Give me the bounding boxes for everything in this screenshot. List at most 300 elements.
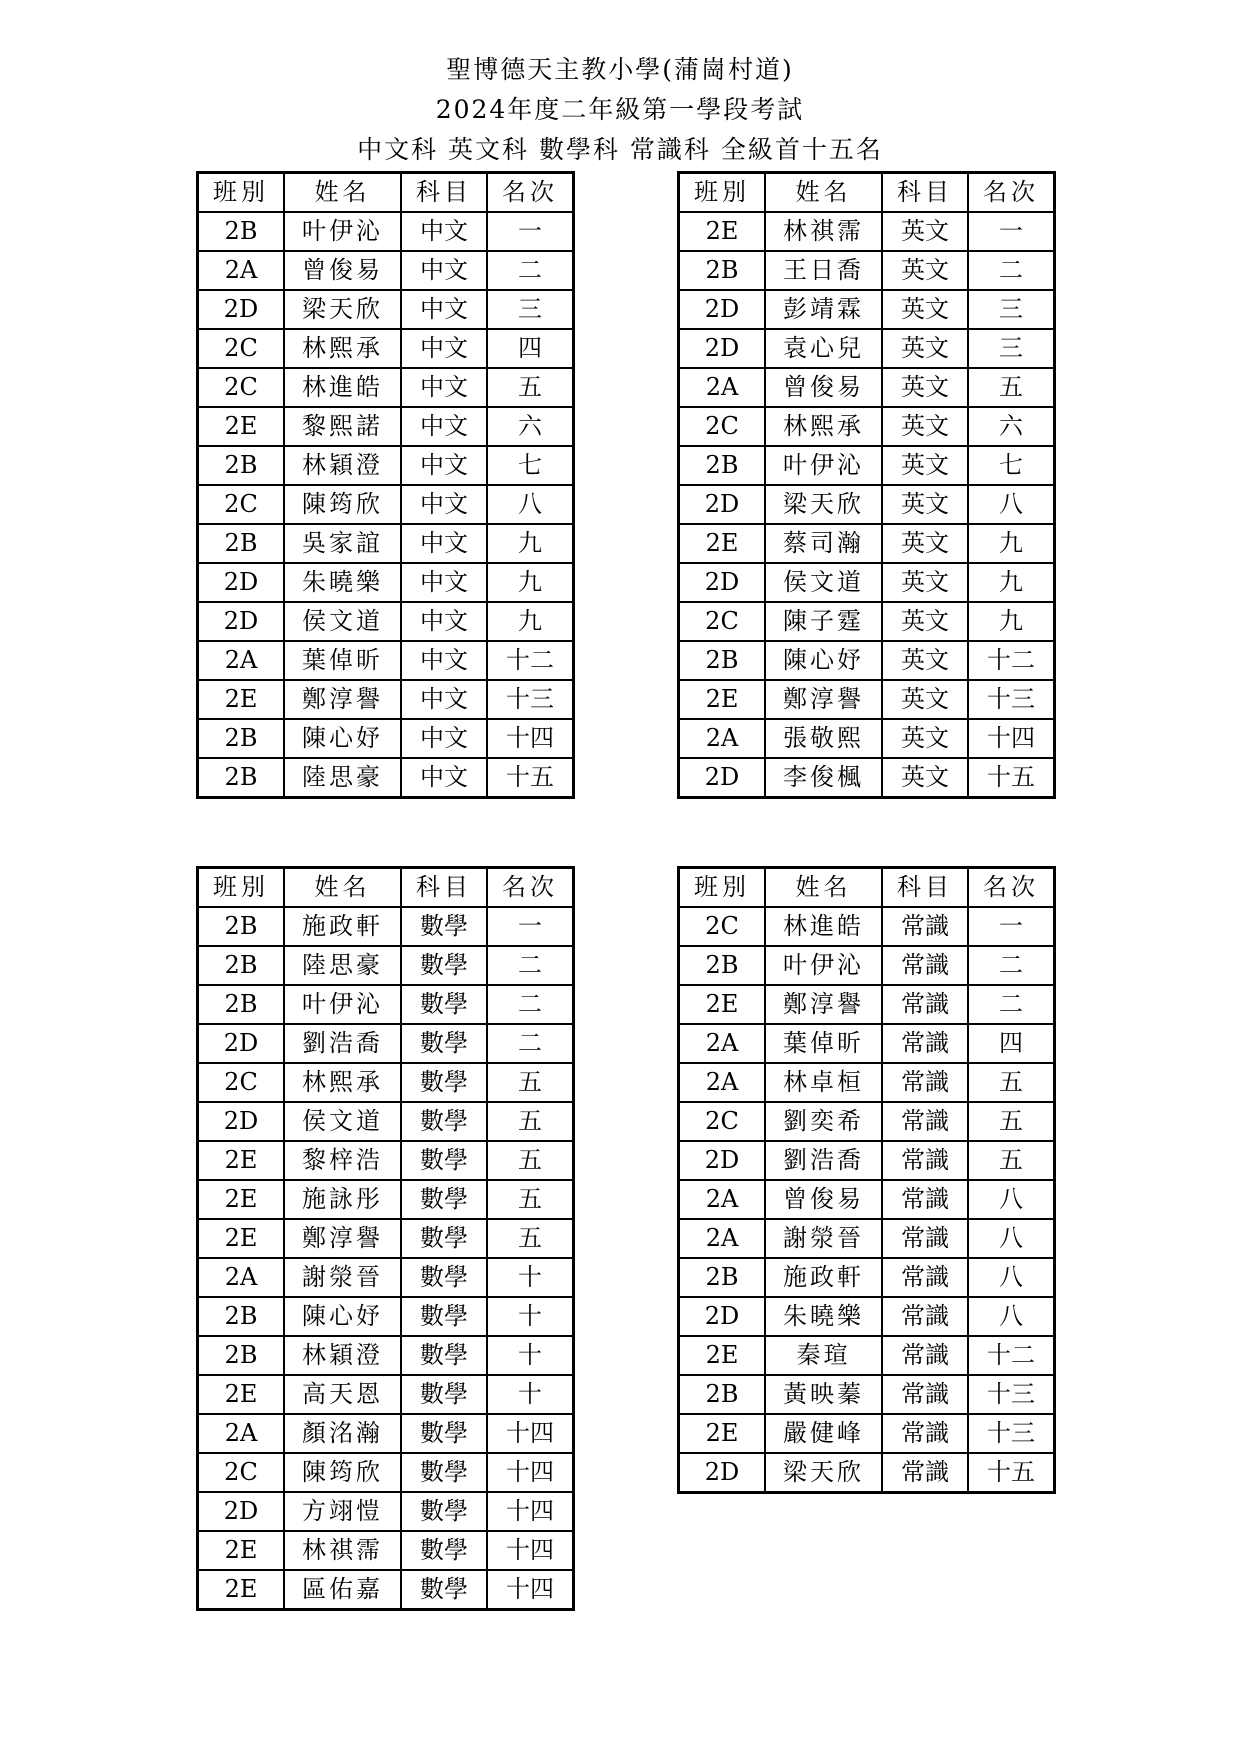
cell-class: 2B [198,719,285,758]
cell-name: 叶伊沁 [765,946,882,985]
cell-rank: 五 [968,368,1055,407]
table-row [198,1141,574,1180]
cell-subject: 中文 [401,602,487,641]
school-name: 聖博德天主教小學(蒲崗村道) [446,55,794,84]
table-row [679,1063,1055,1102]
cell-name: 曾俊易 [284,251,401,290]
cell-subject: 中文 [401,758,487,798]
math-ranking-table [196,866,575,1611]
cell-subject: 英文 [882,251,968,290]
table-row [198,212,574,251]
table-row [198,602,574,641]
cell-rank: 六 [968,407,1055,446]
cell-class: 2B [198,946,285,985]
cell-class: 2E [679,1336,766,1375]
cell-name: 葉倬昕 [284,641,401,680]
cell-name: 林祺霈 [284,1531,401,1570]
cell-name: 陳心妤 [765,641,882,680]
table-row [679,602,1055,641]
cell-class: 2B [198,212,285,251]
cell-class: 2C [198,368,285,407]
cell-subject: 常識 [882,985,968,1024]
cell-name: 叶伊沁 [284,212,401,251]
cell-class: 2B [679,641,766,680]
cell-rank: 十二 [968,641,1055,680]
cell-subject: 中文 [401,524,487,563]
cell-name: 劉奕希 [765,1102,882,1141]
column-header-subject: 科目 [401,868,487,908]
table-row [679,290,1055,329]
cell-name: 陳筠欣 [284,1453,401,1492]
table-row [198,1531,574,1570]
cell-subject: 英文 [882,407,968,446]
cell-class: 2A [198,251,285,290]
cell-class: 2B [679,1375,766,1414]
cell-class: 2B [679,446,766,485]
cell-class: 2B [198,985,285,1024]
cell-rank: 九 [968,524,1055,563]
table-row [198,946,574,985]
cell-class: 2E [198,1531,285,1570]
cell-rank: 十三 [487,680,574,719]
table-row [679,680,1055,719]
header-row [679,868,1055,908]
cell-subject: 英文 [882,290,968,329]
cell-name: 鄭淳譽 [765,985,882,1024]
cell-rank: 九 [968,563,1055,602]
cell-class: 2D [198,1102,285,1141]
table-row [679,563,1055,602]
cell-name: 林進皓 [284,368,401,407]
cell-rank: 八 [968,1219,1055,1258]
cell-subject: 常識 [882,1063,968,1102]
table-row [679,524,1055,563]
cell-name: 施詠彤 [284,1180,401,1219]
cell-rank: 九 [487,563,574,602]
table-row [679,1258,1055,1297]
cell-class: 2B [198,1336,285,1375]
cell-subject: 英文 [882,719,968,758]
cell-rank: 十三 [968,1375,1055,1414]
table-row [679,1336,1055,1375]
cell-name: 葉倬昕 [765,1024,882,1063]
cell-class: 2B [198,446,285,485]
cell-name: 謝滎晉 [284,1258,401,1297]
cell-name: 鄭淳譽 [765,680,882,719]
cell-rank: 一 [487,907,574,946]
cell-class: 2E [198,1570,285,1610]
cell-rank: 十五 [968,1453,1055,1493]
cell-name: 謝滎晉 [765,1219,882,1258]
cell-name: 朱曉樂 [765,1297,882,1336]
cell-class: 2A [198,1414,285,1453]
table-row [198,485,574,524]
cell-name: 林祺霈 [765,212,882,251]
cell-rank: 四 [968,1024,1055,1063]
cell-class: 2D [679,1141,766,1180]
table-row [198,1024,574,1063]
cell-name: 鄭淳譽 [284,680,401,719]
cell-rank: 三 [968,290,1055,329]
cell-name: 叶伊沁 [284,985,401,1024]
column-header-name: 姓名 [765,173,882,213]
cell-rank: 七 [487,446,574,485]
table-row [679,1141,1055,1180]
cell-rank: 二 [487,1024,574,1063]
table-row [198,1453,574,1492]
cell-subject: 英文 [882,563,968,602]
cell-subject: 中文 [401,407,487,446]
table-row [198,251,574,290]
cell-rank: 十四 [968,719,1055,758]
table-row [679,1102,1055,1141]
cell-name: 區佑嘉 [284,1570,401,1610]
cell-subject: 數學 [401,1102,487,1141]
cell-class: 2B [198,1297,285,1336]
table-row [679,1219,1055,1258]
cell-name: 施政軒 [284,907,401,946]
cell-name: 梁天欣 [284,290,401,329]
cell-rank: 二 [487,251,574,290]
cell-class: 2B [679,946,766,985]
cell-class: 2D [679,758,766,798]
cell-class: 2B [679,1258,766,1297]
table-row [198,758,574,798]
cell-class: 2C [198,1453,285,1492]
cell-name: 梁天欣 [765,1453,882,1493]
cell-subject: 中文 [401,680,487,719]
cell-name: 李俊楓 [765,758,882,798]
cell-rank: 六 [487,407,574,446]
cell-rank: 十二 [968,1336,1055,1375]
cell-class: 2E [198,1219,285,1258]
cell-name: 侯文道 [284,602,401,641]
cell-rank: 八 [968,1258,1055,1297]
table-row [198,907,574,946]
cell-subject: 常識 [882,1219,968,1258]
cell-class: 2D [198,602,285,641]
cell-rank: 五 [487,1102,574,1141]
cell-subject: 數學 [401,1180,487,1219]
table-row [198,1570,574,1610]
cell-name: 黎熙諾 [284,407,401,446]
cell-rank: 二 [487,946,574,985]
cell-rank: 二 [968,251,1055,290]
cell-class: 2C [198,329,285,368]
cell-rank: 四 [487,329,574,368]
table-row [679,485,1055,524]
cell-class: 2E [679,680,766,719]
table-row [679,212,1055,251]
table-row [198,1063,574,1102]
cell-class: 2E [679,524,766,563]
cell-rank: 一 [968,212,1055,251]
cell-name: 曾俊易 [765,1180,882,1219]
cell-class: 2D [679,563,766,602]
cell-rank: 九 [968,602,1055,641]
column-header-rank: 名次 [487,173,574,213]
table-row [198,1102,574,1141]
cell-rank: 八 [968,1297,1055,1336]
table-row [679,758,1055,798]
column-header-rank: 名次 [968,868,1055,908]
cell-rank: 九 [487,602,574,641]
cell-subject: 數學 [401,1063,487,1102]
cell-subject: 數學 [401,1453,487,1492]
table-row [198,446,574,485]
cell-subject: 中文 [401,563,487,602]
cell-class: 2C [679,1102,766,1141]
cell-class: 2C [198,485,285,524]
cell-subject: 常識 [882,1414,968,1453]
cell-subject: 數學 [401,907,487,946]
cell-name: 高天恩 [284,1375,401,1414]
cell-class: 2E [198,1180,285,1219]
cell-rank: 十四 [487,1531,574,1570]
cell-name: 陳子霆 [765,602,882,641]
cell-rank: 三 [487,290,574,329]
column-header-name: 姓名 [284,868,401,908]
cell-rank: 五 [487,1063,574,1102]
cell-subject: 數學 [401,1258,487,1297]
cell-name: 蔡司瀚 [765,524,882,563]
cell-rank: 十 [487,1297,574,1336]
cell-rank: 十三 [968,1414,1055,1453]
cell-class: 2D [679,1297,766,1336]
cell-subject: 中文 [401,446,487,485]
cell-class: 2A [679,1024,766,1063]
cell-subject: 數學 [401,1336,487,1375]
column-header-subject: 科目 [882,868,968,908]
cell-subject: 英文 [882,212,968,251]
cell-name: 顏洺瀚 [284,1414,401,1453]
cell-class: 2D [679,290,766,329]
cell-subject: 常識 [882,946,968,985]
cell-class: 2E [198,680,285,719]
cell-name: 袁心兒 [765,329,882,368]
cell-subject: 常識 [882,1297,968,1336]
table-row [198,1336,574,1375]
table-row [198,985,574,1024]
cell-rank: 五 [968,1102,1055,1141]
table-row [679,907,1055,946]
cell-subject: 數學 [401,1297,487,1336]
cell-rank: 五 [487,368,574,407]
cell-subject: 數學 [401,946,487,985]
header-row [198,173,574,213]
cell-class: 2C [679,907,766,946]
cell-rank: 三 [968,329,1055,368]
cell-rank: 二 [487,985,574,1024]
cell-class: 2C [198,1063,285,1102]
cell-class: 2D [198,563,285,602]
cell-class: 2C [679,407,766,446]
cell-name: 陸思豪 [284,758,401,798]
table-row [198,1297,574,1336]
cell-class: 2D [679,329,766,368]
cell-subject: 英文 [882,485,968,524]
cell-name: 秦瑄 [765,1336,882,1375]
cell-subject: 數學 [401,1219,487,1258]
table-row [679,1375,1055,1414]
cell-subject: 數學 [401,1531,487,1570]
column-header-class: 班別 [679,173,766,213]
cell-name: 林穎澄 [284,1336,401,1375]
column-header-class: 班別 [679,868,766,908]
cell-rank: 二 [968,946,1055,985]
cell-name: 張敬熙 [765,719,882,758]
table-row [679,407,1055,446]
cell-subject: 常識 [882,1102,968,1141]
cell-name: 黃映蓁 [765,1375,882,1414]
cell-subject: 常識 [882,1024,968,1063]
cell-rank: 九 [487,524,574,563]
table-row [198,719,574,758]
cell-name: 叶伊沁 [765,446,882,485]
cell-rank: 八 [487,485,574,524]
table-row [198,290,574,329]
table-row [198,1492,574,1531]
header-row [198,868,574,908]
table-row [679,1297,1055,1336]
cell-name: 曾俊易 [765,368,882,407]
table-row [679,1453,1055,1493]
cell-class: 2D [198,1492,285,1531]
cell-class: 2D [198,290,285,329]
cell-subject: 英文 [882,758,968,798]
cell-rank: 十四 [487,1492,574,1531]
document-header [0,50,1240,170]
cell-name: 彭靖霖 [765,290,882,329]
header-row [679,173,1055,213]
cell-rank: 十四 [487,1414,574,1453]
cell-name: 林進皓 [765,907,882,946]
cell-rank: 十五 [968,758,1055,798]
cell-rank: 十 [487,1375,574,1414]
cell-subject: 數學 [401,1141,487,1180]
cell-rank: 一 [487,212,574,251]
table-row [198,680,574,719]
cell-subject: 英文 [882,641,968,680]
cell-rank: 八 [968,1180,1055,1219]
cell-subject: 中文 [401,212,487,251]
cell-name: 施政軒 [765,1258,882,1297]
cell-class: 2E [679,1414,766,1453]
cell-class: 2B [198,907,285,946]
column-header-name: 姓名 [284,173,401,213]
cell-rank: 五 [968,1141,1055,1180]
table-row [198,524,574,563]
table-row [198,1180,574,1219]
ranking-subtitle: 中文科 英文科 數學科 常識科 全級首十五名 [357,135,883,164]
column-header-rank: 名次 [487,868,574,908]
table-row [679,1180,1055,1219]
cell-rank: 八 [968,485,1055,524]
column-header-subject: 科目 [882,173,968,213]
chinese-ranking-table [196,171,575,799]
cell-subject: 英文 [882,446,968,485]
cell-subject: 中文 [401,290,487,329]
table-row [198,368,574,407]
cell-class: 2B [198,524,285,563]
cell-subject: 常識 [882,1180,968,1219]
cell-name: 劉浩喬 [765,1141,882,1180]
cell-name: 林熙承 [284,1063,401,1102]
cell-name: 陳心妤 [284,1297,401,1336]
cell-name: 鄭淳譽 [284,1219,401,1258]
cell-name: 陳心妤 [284,719,401,758]
cell-subject: 英文 [882,602,968,641]
table-row [198,1219,574,1258]
cell-name: 吳家誼 [284,524,401,563]
table-row [679,1024,1055,1063]
table-row [679,251,1055,290]
cell-class: 2E [679,985,766,1024]
cell-class: 2B [198,758,285,798]
cell-rank: 五 [487,1219,574,1258]
cell-rank: 七 [968,446,1055,485]
cell-class: 2A [679,1063,766,1102]
exam-title: 2024年度二年級第一學段考試 [435,95,805,124]
cell-class: 2A [679,719,766,758]
table-row [679,329,1055,368]
table-row [679,1414,1055,1453]
table-row [198,407,574,446]
cell-subject: 常識 [882,907,968,946]
cell-class: 2E [198,1141,285,1180]
cell-subject: 中文 [401,368,487,407]
cell-rank: 十五 [487,758,574,798]
cell-subject: 中文 [401,251,487,290]
cell-subject: 常識 [882,1375,968,1414]
cell-subject: 數學 [401,1570,487,1610]
table-row [198,329,574,368]
cell-subject: 英文 [882,368,968,407]
cell-subject: 數學 [401,1414,487,1453]
cell-subject: 數學 [401,1492,487,1531]
cell-subject: 數學 [401,1375,487,1414]
cell-subject: 英文 [882,524,968,563]
cell-subject: 數學 [401,1024,487,1063]
cell-rank: 一 [968,907,1055,946]
column-header-subject: 科目 [401,173,487,213]
table-row [679,641,1055,680]
column-header-class: 班別 [198,173,285,213]
table-row [198,1414,574,1453]
cell-rank: 十四 [487,719,574,758]
cell-name: 王日喬 [765,251,882,290]
cell-name: 林穎澄 [284,446,401,485]
cell-name: 林卓桓 [765,1063,882,1102]
cell-name: 梁天欣 [765,485,882,524]
cell-class: 2A [198,1258,285,1297]
cell-rank: 十四 [487,1453,574,1492]
cell-rank: 十四 [487,1570,574,1610]
cell-subject: 英文 [882,680,968,719]
table-row [198,641,574,680]
cell-rank: 五 [487,1141,574,1180]
cell-rank: 十三 [968,680,1055,719]
cell-class: 2E [679,212,766,251]
cell-name: 黎梓浩 [284,1141,401,1180]
general-studies-ranking-table [677,866,1056,1494]
cell-class: 2A [679,368,766,407]
table-row [198,1258,574,1297]
cell-subject: 中文 [401,485,487,524]
cell-class: 2E [198,1375,285,1414]
table-row [198,1375,574,1414]
column-header-class: 班別 [198,868,285,908]
